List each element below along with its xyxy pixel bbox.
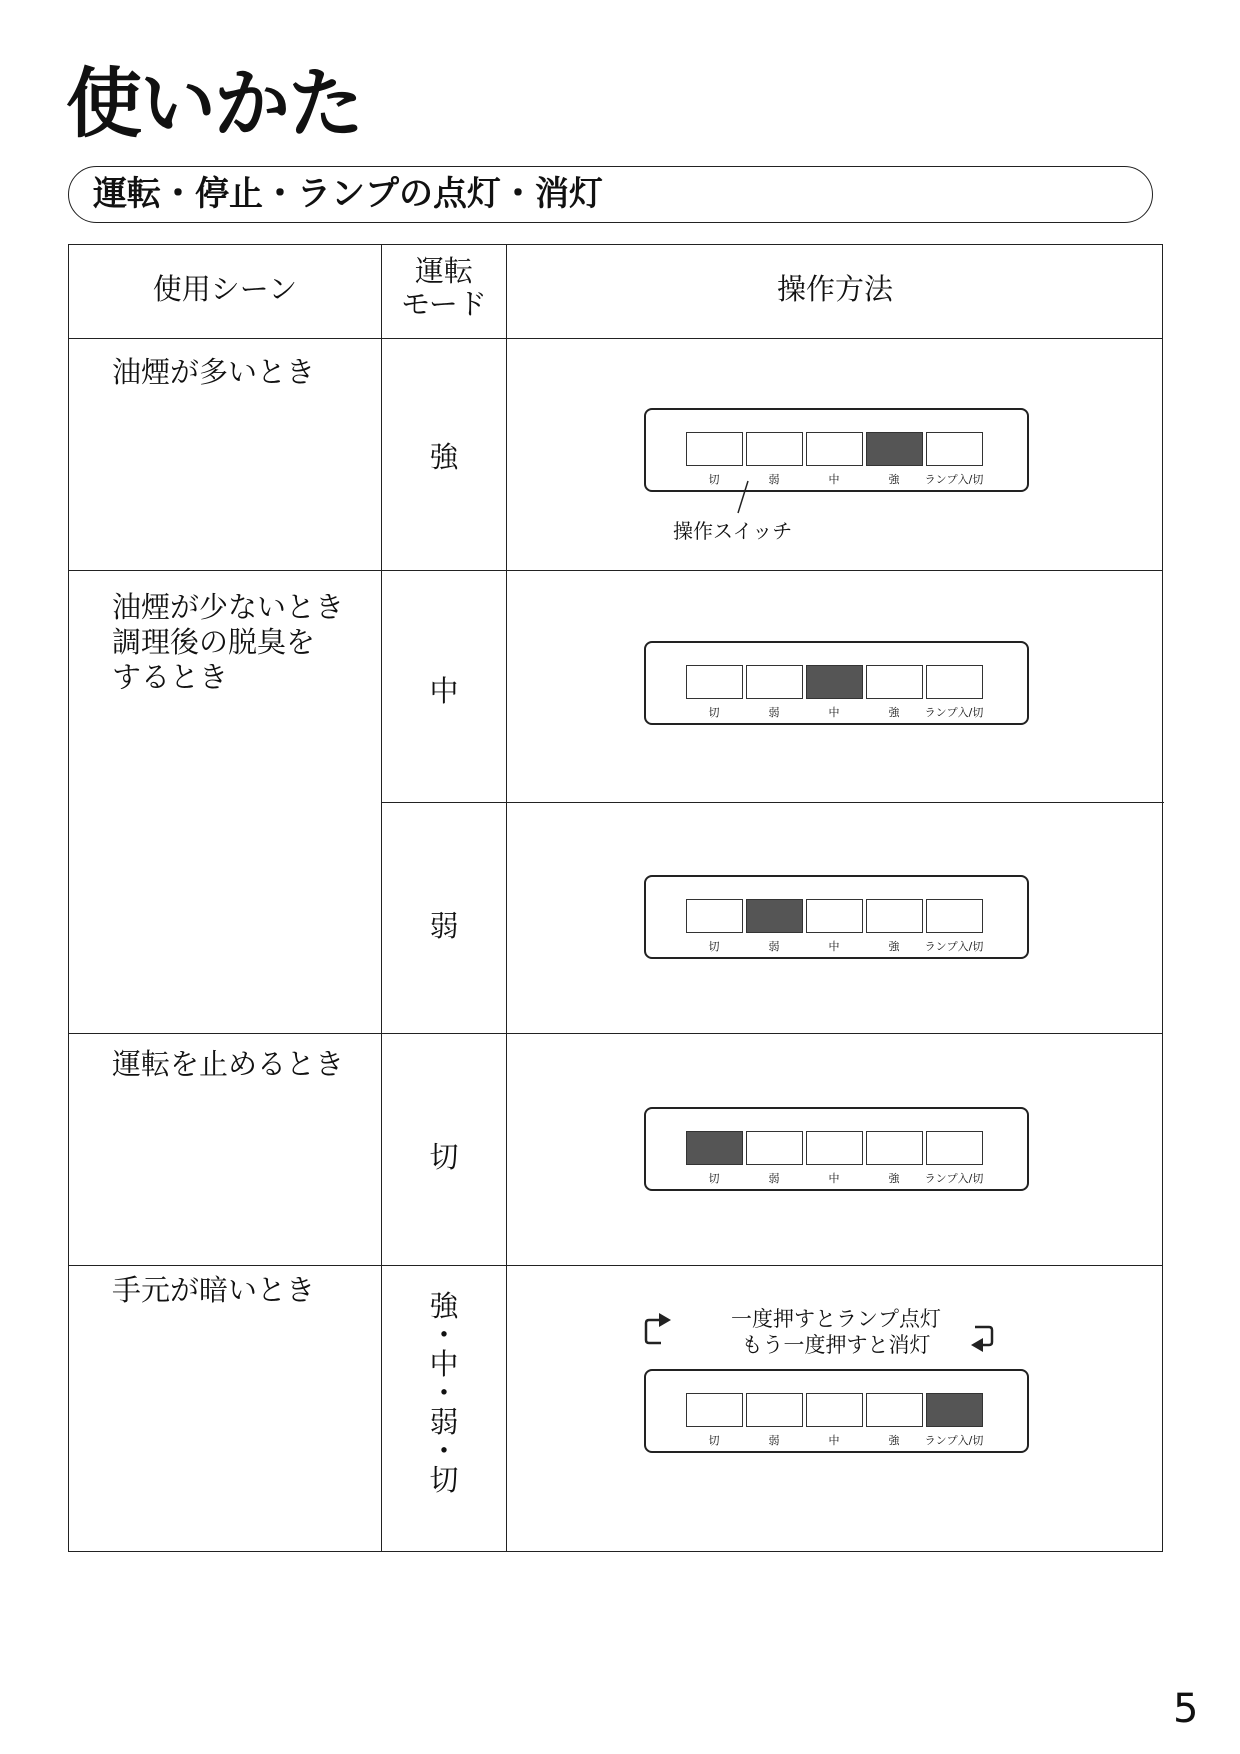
- mode-stack-item: ・: [429, 1434, 459, 1468]
- switch-button[interactable]: [686, 899, 743, 933]
- switch-button[interactable]: [746, 1131, 803, 1165]
- switch-button[interactable]: [746, 1393, 803, 1427]
- switch-button[interactable]: [746, 665, 803, 699]
- scene-text: 運転を止めるとき: [112, 1047, 345, 1081]
- section-title: 運転・停止・ランプの点灯・消灯: [93, 174, 603, 214]
- switch-button[interactable]: [746, 432, 803, 466]
- switch-panel: [644, 875, 1029, 959]
- section-banner: [68, 166, 1153, 223]
- mode-weak: 弱: [429, 909, 459, 943]
- switch-button[interactable]: [926, 1393, 983, 1427]
- switch-label: ランプ入/切: [924, 1434, 984, 1447]
- switch-button[interactable]: [926, 432, 983, 466]
- switch-button[interactable]: [746, 899, 803, 933]
- switch-label: 強: [888, 473, 900, 486]
- switch-label: 中: [828, 940, 840, 953]
- switch-button[interactable]: [866, 1393, 923, 1427]
- header-operation: 操作方法: [776, 272, 893, 306]
- page-number: 5: [1173, 1686, 1199, 1732]
- switch-label: 切: [708, 1172, 720, 1185]
- switch-label: 弱: [768, 940, 780, 953]
- mode-stack-item: 強: [429, 1289, 459, 1323]
- switch-label: 中: [828, 1172, 840, 1185]
- switch-button[interactable]: [866, 432, 923, 466]
- switch-button[interactable]: [806, 899, 863, 933]
- mode-stack-item: ・: [429, 1318, 459, 1352]
- switch-button[interactable]: [926, 665, 983, 699]
- switch-button[interactable]: [806, 1393, 863, 1427]
- page-title: 使いかた: [66, 59, 362, 148]
- scene-text: 油煙が多いとき: [112, 355, 316, 389]
- switch-label: 強: [888, 1172, 900, 1185]
- scene-text: 油煙が少ないとき 調理後の脱臭を するとき: [112, 590, 345, 694]
- switch-panel: [644, 1369, 1029, 1453]
- switch-label: 切: [708, 706, 720, 719]
- switch-label: 弱: [768, 1434, 780, 1447]
- switch-label: 切: [708, 1434, 720, 1447]
- switch-label: 弱: [768, 1172, 780, 1185]
- switch-label: 中: [828, 706, 840, 719]
- mode-medium: 中: [429, 674, 459, 708]
- switch-button[interactable]: [686, 1131, 743, 1165]
- switch-callout: 操作スイッチ: [673, 519, 793, 543]
- cycle-arrow-left-icon: [639, 1307, 679, 1351]
- lamp-note: [681, 1306, 991, 1358]
- lamp-note-line2: もう一度押すと消灯: [741, 1333, 931, 1357]
- mode-stack-item: 弱: [429, 1405, 459, 1439]
- callout-line: [734, 479, 754, 515]
- switch-button[interactable]: [866, 899, 923, 933]
- switch-label: ランプ入/切: [924, 706, 984, 719]
- switch-button[interactable]: [686, 1393, 743, 1427]
- switch-button[interactable]: [926, 899, 983, 933]
- cycle-arrow-right-icon: [969, 1317, 1009, 1361]
- lamp-note-line1: 一度押すとランプ点灯: [731, 1307, 941, 1331]
- switch-label: 強: [888, 940, 900, 953]
- switch-label: 弱: [768, 706, 780, 719]
- switch-button[interactable]: [806, 1131, 863, 1165]
- switch-button[interactable]: [686, 432, 743, 466]
- mode-stack-item: ・: [429, 1376, 459, 1410]
- switch-button[interactable]: [866, 1131, 923, 1165]
- switch-label: 中: [828, 473, 840, 486]
- header-mode: 運転 モード: [401, 254, 487, 322]
- switch-label: 切: [708, 473, 720, 486]
- switch-label: 弱: [768, 473, 780, 486]
- mode-stack-item: 切: [429, 1463, 459, 1497]
- switch-button[interactable]: [926, 1131, 983, 1165]
- usage-table: [68, 244, 1163, 1552]
- switch-button[interactable]: [866, 665, 923, 699]
- switch-button[interactable]: [806, 665, 863, 699]
- switch-label: 切: [708, 940, 720, 953]
- mode-stack: [382, 1289, 506, 1497]
- switch-label: ランプ入/切: [924, 1172, 984, 1185]
- mode-stack-item: 中: [429, 1347, 459, 1381]
- switch-button[interactable]: [686, 665, 743, 699]
- scene-text: 手元が暗いとき: [112, 1273, 316, 1307]
- switch-label: 中: [828, 1434, 840, 1447]
- switch-button[interactable]: [806, 432, 863, 466]
- switch-panel: [644, 641, 1029, 725]
- mode-strong: 強: [429, 440, 459, 474]
- switch-label: ランプ入/切: [924, 940, 984, 953]
- switch-panel: [644, 408, 1029, 492]
- switch-panel: [644, 1107, 1029, 1191]
- header-scene: 使用シーン: [152, 272, 298, 306]
- switch-label: 強: [888, 1434, 900, 1447]
- switch-label: ランプ入/切: [924, 473, 984, 486]
- switch-label: 強: [888, 706, 900, 719]
- mode-off: 切: [429, 1140, 459, 1174]
